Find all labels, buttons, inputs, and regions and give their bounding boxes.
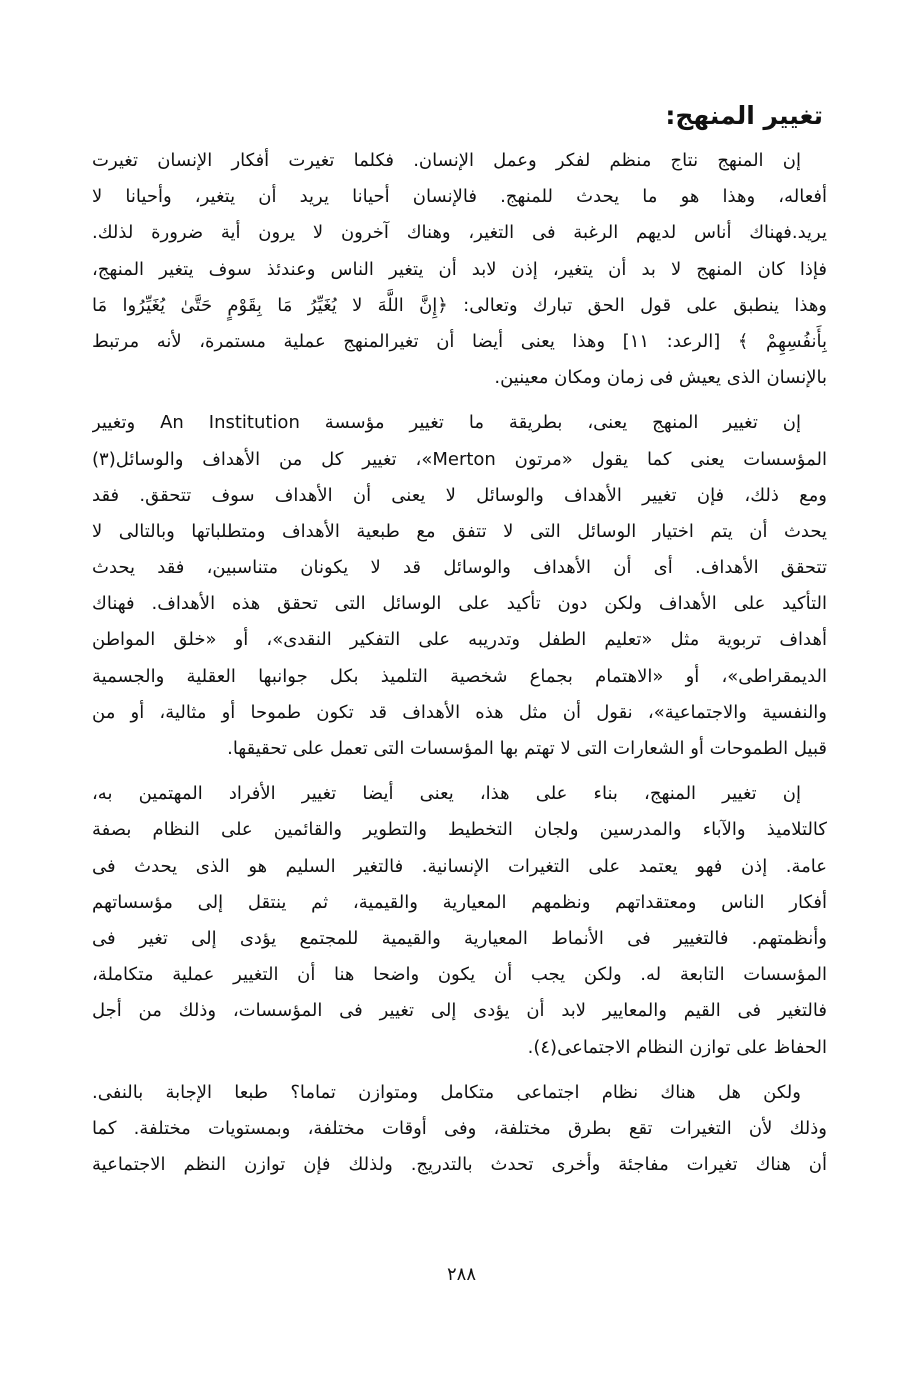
- section-title: تغيير المنهج:: [665, 101, 823, 130]
- paragraph-1: [92, 143, 827, 396]
- text-line: كالتلاميذ والآباء والمدرسين ولجان التخطيط والتطوير والقائمين على النظام بصفة: [92, 819, 827, 841]
- text-line: قبيل الطموحات أو الشعارات التى لا تهتم بها المؤسسات التى تعمل على تحقيقها.: [227, 738, 827, 759]
- text-line: أفكار الناس ومعتقداتهم ونظمهم المعيارية والقيمية، ثم ينتقل إلى مؤسساتهم: [92, 891, 827, 913]
- text-line: وأنظمتهم. فالتغيير فى الأنماط المعيارية والقيمية للمجتمع يؤدى إلى تغير فى: [92, 927, 827, 949]
- paragraph-gap: [92, 767, 827, 776]
- text-line: ولكن هل هناك نظام اجتماعى متكامل ومتوازن تماما؟ طبعا الإجابة بالنفى.: [92, 1081, 801, 1103]
- text-line: بالإنسان الذى يعيش فى زمان ومكان معينين.: [494, 367, 827, 389]
- text-line: وذلك لأن التغيرات تقع بطرق مختلفة، وفى أوقات مختلفة، وبمستويات مختلفة. كما: [92, 1117, 827, 1139]
- text-line: فالتغير فى القيم والمعايير لابد أن يؤدى إلى تغيير فى المؤسسات، وذلك من أجل: [92, 1000, 827, 1022]
- text-line: عامة. إذن فهو يعتمد على التغيرات الإنسانية. فالتغير السليم هو الذى يحدث فى: [92, 855, 827, 877]
- text-line: الحفاظ على توازن النظام الاجتماعى(٤).: [527, 1036, 827, 1058]
- text-line: التأكيد على الأهداف ولكن دون تأكيد على الوسائل التى تحقق هذه الأهداف. فهناك: [92, 593, 827, 615]
- text-line: يريد.فهناك أناس لديهم الرغبة فى التغير، وهناك آخرون لا يرون أية ضرورة لذلك.: [92, 222, 827, 244]
- paragraph-gap: [92, 1066, 827, 1075]
- text-line: إن تغيير المنهج يعنى، بطريقة ما تغيير مؤسسة An Institution وتغيير: [92, 412, 801, 434]
- paragraph-3: [92, 776, 827, 1066]
- page-number: ٢٨٨: [446, 1264, 476, 1285]
- text-line: أفعاله، وهذا هو ما يحدث للمنهج. فالإنسان أحيانا يريد أن يتغير، وأحيانا لا: [92, 186, 827, 208]
- text-line: إن المنهج نتاج منظم لفكر وعمل الإنسان. فكلما تغيرت أفكار الإنسان تغيرت: [92, 150, 801, 171]
- paragraph-4: [92, 1075, 827, 1184]
- text-line: وهذا ينطبق على قول الحق تبارك وتعالى: ﴿إِنَّ اللَّهَ لا يُغَيِّرُ مَا بِقَوْمٍ حَتَّىٰ يُغَيِّرُوا مَا: [92, 294, 827, 316]
- text-line: أن هناك تغيرات مفاجئة وأخرى تحدث بالتدريج. ولذلك فإن توازن النظم الاجتماعية: [92, 1154, 827, 1176]
- text-line: إن تغيير المنهج، بناء على هذا، يعنى أيضا تغيير الأفراد المهتمين به،: [92, 783, 801, 805]
- text-line: المؤسسات يعنى كما يقول «مرتون Merton»، تغيير كل من الأهداف والوسائل(٣): [92, 448, 827, 470]
- text-line: فإذا كان المنهج لا بد أن يتغير، إذن لابد أن يتغير الناس وعندئذ سوف يتغير المنهج،: [92, 258, 827, 280]
- text-line: والنفسية والاجتماعية»، نقول أن مثل هذه الأهداف قد تكون طموحا أو مثالية، أو من: [92, 701, 827, 723]
- body-text: [92, 143, 827, 1183]
- text-line: أهداف تربوية مثل «تعليم الطفل وتدريبه على التفكير النقدى»، أو «خلق المواطن: [92, 629, 827, 651]
- text-line: المؤسسات التابعة له. ولكن يجب أن يكون واضحا هنا أن التغيير عملية متكاملة،: [92, 964, 827, 986]
- paragraph-gap: [92, 396, 827, 405]
- text-line: تتحقق الأهداف. أى أن الأهداف والوسائل قد لا يكونان متناسبين، فقد يحدث: [92, 557, 827, 579]
- text-line: يحدث أن يتم اختيار الوسائل التى لا تتفق مع طبعية الأهداف ومتطلباتها وبالتالى لا: [92, 520, 827, 542]
- text-line: الديمقراطى»، أو «الاهتمام بجماع شخصية التلميذ بكل جوانبها العقلية والجسمية: [92, 665, 827, 687]
- paragraph-2: [92, 405, 827, 767]
- text-line: ومع ذلك، فإن تغيير الأهداف والوسائل لا يعنى أن الأهداف سوف تتحقق. فقد: [92, 484, 827, 506]
- text-line: بِأَنفُسِهِمْ ﴾ [الرعد: ١١] وهذا يعنى أيضا أن تغيرالمنهج عملية مستمرة، لأنه مرتبط: [92, 330, 827, 352]
